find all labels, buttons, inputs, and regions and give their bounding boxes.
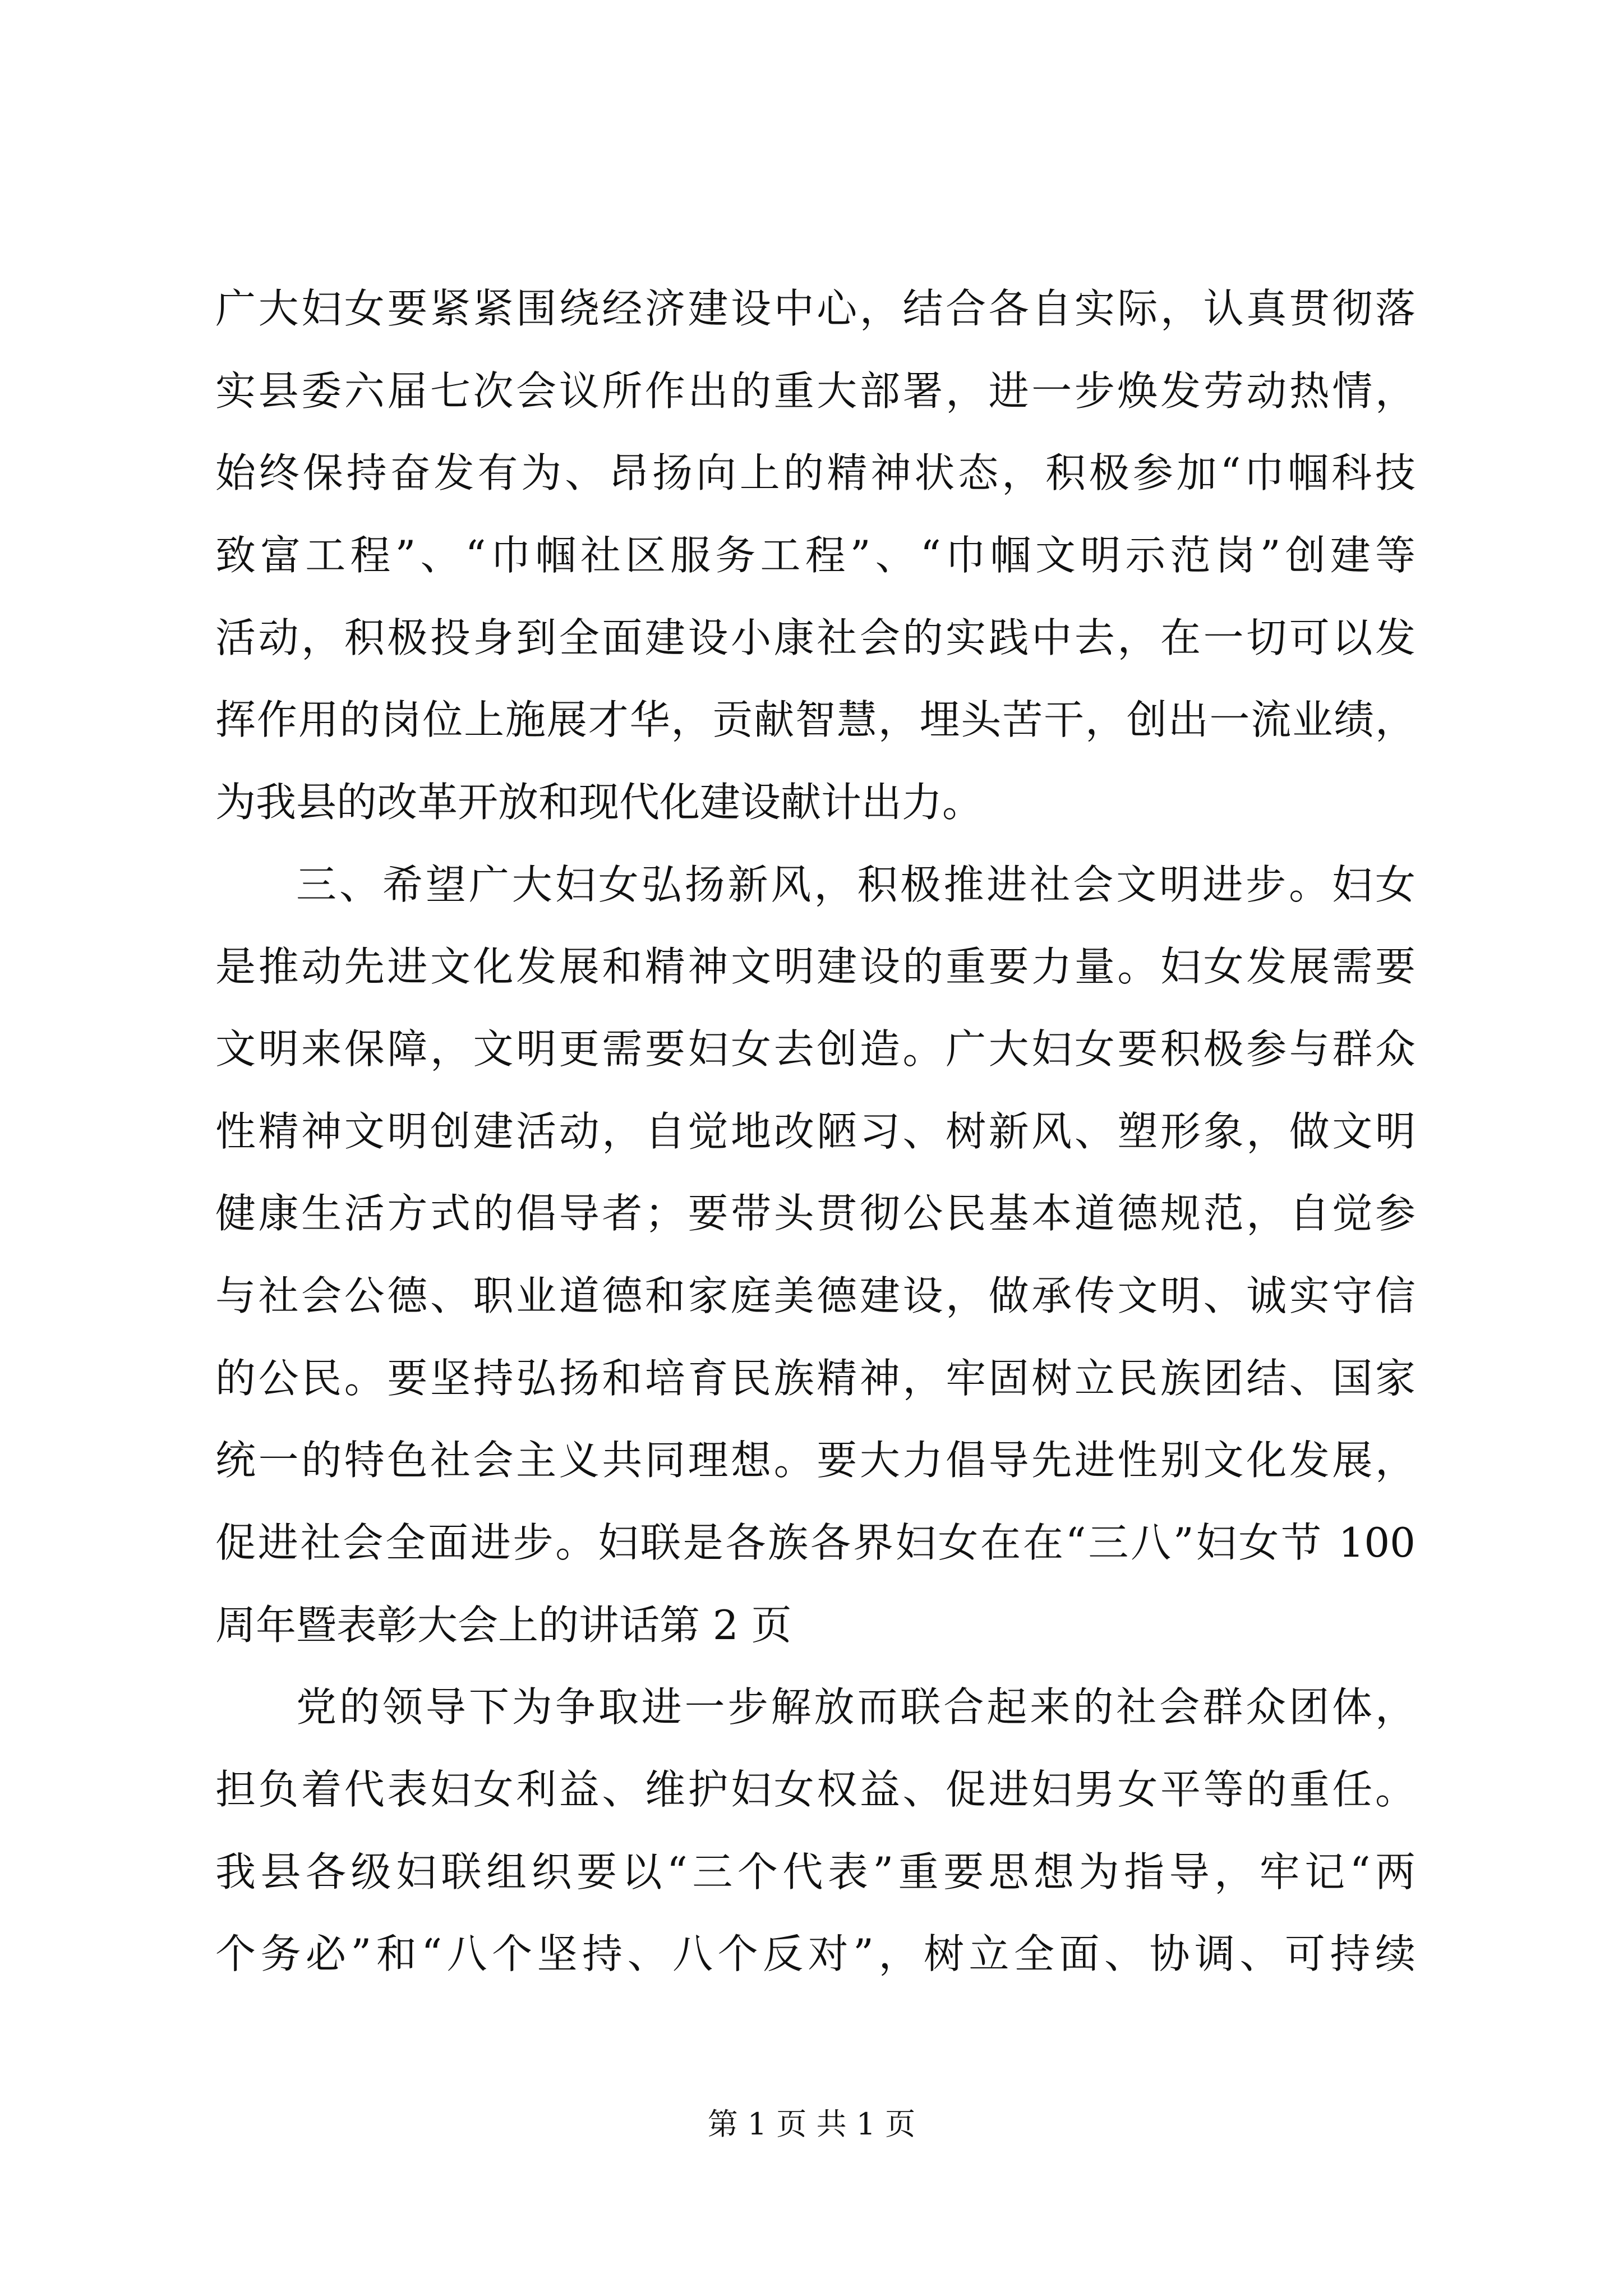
paragraph-line: 周年暨表彰大会上的讲话第 2 页 — [215, 1602, 792, 1649]
paragraph-line: 致富工程”、“巾帼社区服务工程”、“巾帼文明示范岗”创建等 — [215, 532, 1415, 579]
paragraph-line: 是推动先进文化发展和精神文明建设的重要力量。妇女发展需要 — [215, 943, 1415, 990]
paragraph-line: 担负着代表妇女利益、维护妇女权益、促进妇男女平等的重任。 — [215, 1766, 1415, 1813]
paragraph-line: 健康生活方式的倡导者；要带头贯彻公民基本道德规范，自觉参 — [215, 1190, 1415, 1237]
paragraph-line: 为我县的改革开放和现代化建设献计出力。 — [215, 779, 983, 826]
paragraph-line: 文明来保障，文明更需要妇女去创造。广大妇女要积极参与群众 — [215, 1025, 1415, 1073]
paragraph-line: 三、希望广大妇女弘扬新风，积极推进社会文明进步。妇女 — [296, 861, 1415, 908]
paragraph-line: 挥作用的岗位上施展才华，贡献智慧，埋头苦干，创出一流业绩， — [215, 696, 1415, 743]
paragraph-line: 的公民。要坚持弘扬和培育民族精神，牢固树立民族团结、国家 — [215, 1355, 1415, 1402]
paragraph-line: 统一的特色社会主义共同理想。要大力倡导先进性别文化发展， — [215, 1437, 1415, 1484]
paragraph-line: 始终保持奋发有为、昂扬向上的精神状态，积极参加“巾帼科技 — [215, 449, 1415, 496]
page-footer: 第 1 页 共 1 页 — [707, 2106, 916, 2142]
paragraph-line: 促进社会全面进步。妇联是各族各界妇女在在“三八”妇女节 100 — [215, 1519, 1415, 1566]
paragraph-line: 与社会公德、职业道德和家庭美德建设，做承传文明、诚实守信 — [215, 1272, 1415, 1319]
paragraph-line: 活动，积极投身到全面建设小康社会的实践中去，在一切可以发 — [215, 614, 1415, 661]
paragraph-line: 我县各级妇联组织要以“三个代表”重要思想为指导，牢记“两 — [215, 1848, 1415, 1895]
paragraph-line: 广大妇女要紧紧围绕经济建设中心，结合各自实际，认真贯彻落 — [215, 285, 1415, 332]
paragraph-line: 党的领导下为争取进一步解放而联合起来的社会群众团体， — [296, 1683, 1415, 1731]
paragraph-line: 个务必”和“八个坚持、八个反对”，树立全面、协调、可持续 — [215, 1930, 1415, 1977]
paragraph-line: 实县委六届七次会议所作出的重大部署，进一步焕发劳动热情， — [215, 367, 1415, 415]
paragraph-line: 性精神文明创建活动，自觉地改陋习、树新风、塑形象，做文明 — [215, 1108, 1415, 1155]
